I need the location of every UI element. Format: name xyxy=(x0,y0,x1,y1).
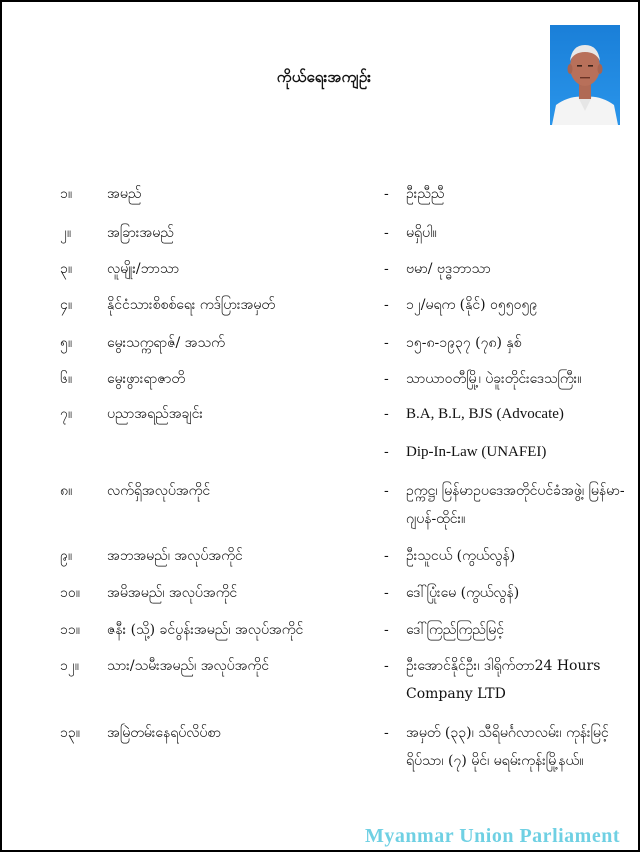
row-number: ၁၀။ xyxy=(60,585,80,601)
row-number: ၁၂။ xyxy=(60,658,79,674)
row-dash: - xyxy=(384,725,389,741)
row-value: အမှတ် (၃၃)၊ သီရိမင်္ဂလာလမ်း၊ ကုန်းမြင့် ရိပ်သာ၊ (၇) မိုင်၊ မရမ်းကုန်းမြို့နယ်။ xyxy=(406,725,609,769)
row-dash: - xyxy=(384,483,389,499)
row-dash: - xyxy=(384,622,389,638)
row-label: သား/သမီးအမည်၊ အလုပ်အကိုင် xyxy=(107,658,269,674)
biography-list xyxy=(2,2,640,852)
row-number: ၁။ xyxy=(60,186,73,202)
row-number: ၄။ xyxy=(60,297,73,313)
row-label: မွေးသက္ကရာဇ်/ အသက် xyxy=(107,335,225,351)
row-label: အဘအမည်၊ အလုပ်အကိုင် xyxy=(107,548,243,564)
row-dash: - xyxy=(384,186,389,202)
row-dash: - xyxy=(384,406,389,422)
row-dash: - xyxy=(384,548,389,564)
row-dash: - xyxy=(384,658,389,674)
row-number: ၇။ xyxy=(60,406,73,422)
row-number: ၃။ xyxy=(60,261,73,277)
row-dash: - xyxy=(384,371,389,387)
row-label: မွေးဖွားရာဇာတိ xyxy=(107,371,185,387)
row-value: ၁၅-၈-၁၉၃၇ (၇၈) နှစ် xyxy=(406,335,522,351)
row-label: ပညာအရည်အချင်း xyxy=(107,406,203,422)
row-dash: - xyxy=(384,297,389,313)
row-label: ဇနီး (သို့) ခင်ပွန်းအမည်၊ အလုပ်အကိုင် xyxy=(107,622,304,638)
row-dash: - xyxy=(384,585,389,601)
row-label: လူမျိုး/ဘာသာ xyxy=(107,261,180,277)
row-number: ၁၁။ xyxy=(60,622,80,638)
watermark: Myanmar Union Parliament xyxy=(365,825,620,847)
row-value: ဥက္ကဋ္ဌ၊ မြန်မာဥပဒေအတိုင်ပင်ခံအဖွဲ့၊ မြန်မာ-ဂျပန်-ထိုင်း။ xyxy=(406,483,625,527)
row-number: ၂။ xyxy=(60,225,72,241)
row-number: ၁၃။ xyxy=(60,725,80,741)
row-number: ၉။ xyxy=(60,548,73,564)
row-value: ဦးသူငယ် (ကွယ်လွန်) xyxy=(406,548,516,564)
row-dash: - xyxy=(384,261,389,277)
row-value: ဒေါ်ကြည်ကြည်မြင့် xyxy=(406,622,504,638)
row-number: ၆။ xyxy=(60,371,73,387)
row-number: ၈။ xyxy=(60,483,73,499)
row-value: ဦးညီညီ xyxy=(406,186,445,202)
row-dash: - xyxy=(384,225,389,241)
row-label: နိုင်ငံသားစိစစ်ရေး ကဒ်ပြားအမှတ် xyxy=(107,297,276,313)
row-value: B.A, B.L, BJS (Advocate) xyxy=(406,406,564,422)
row-value: ၁၂/မရက (နိုင်) ၀၅၅၀၅၉ xyxy=(406,297,538,313)
row-number: ၅။ xyxy=(60,335,73,351)
row-label: အမြဲတမ်းနေရပ်လိပ်စာ xyxy=(107,725,221,741)
row-label: အမိအမည်၊ အလုပ်အကိုင် xyxy=(107,585,238,601)
row-value: Dip-In-Law (UNAFEI) xyxy=(406,444,547,460)
row-label: အမည် xyxy=(107,186,142,202)
row-value: မရှိပါ။ xyxy=(406,225,437,241)
page-title: ကိုယ်ရေးအကျဉ်း xyxy=(276,68,372,86)
row-dash: - xyxy=(384,444,389,460)
row-value: ဗမာ/ ဗုဒ္ဓဘာသာ xyxy=(406,261,491,277)
row-value: သာယာဝတီမြို့၊ ပဲခူးတိုင်းဒေသကြီး။ xyxy=(406,371,582,387)
row-dash: - xyxy=(384,335,389,351)
row-value: ဦးအောင်နိုင်ဦး၊ ဒါရိုက်တာ24 Hours Company LTD xyxy=(406,658,601,702)
row-label: အခြားအမည် xyxy=(107,225,174,241)
row-label: လက်ရှိအလုပ်အကိုင် xyxy=(107,483,211,499)
row-value: ဒေါ်ပြုံးမေ (ကွယ်လွန်) xyxy=(406,585,520,601)
